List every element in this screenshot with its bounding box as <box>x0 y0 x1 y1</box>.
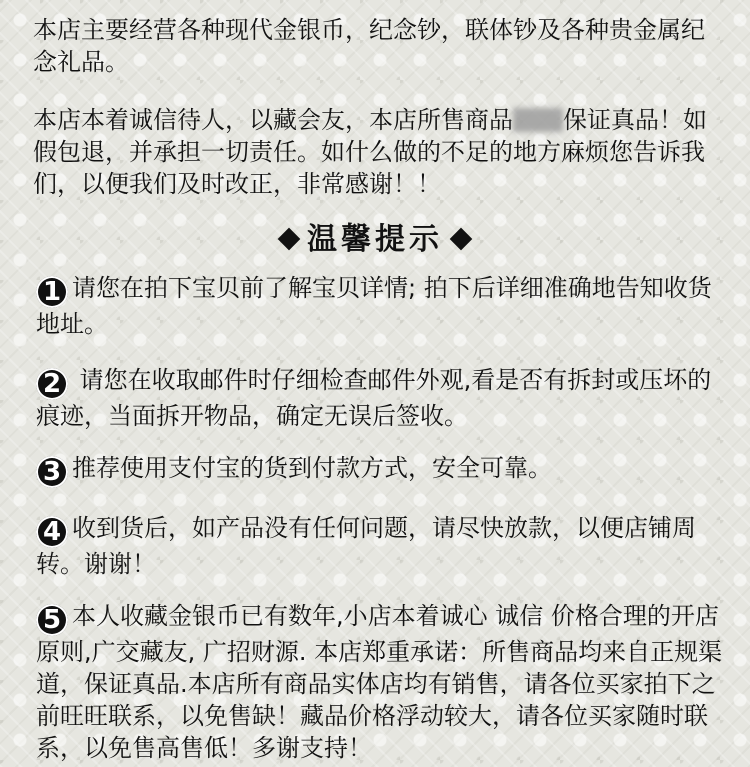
tip-item-2 <box>36 364 726 432</box>
promise-text-end: 保证真品！如假包退，并承担一切责任。如什么做的不足的地方麻烦您告诉我们，以便我们及时改正，非常感谢！！ <box>33 106 707 198</box>
number-3-icon: 3 <box>36 456 68 488</box>
number-4-icon: 4 <box>36 516 68 548</box>
tip-item-5 <box>36 600 726 764</box>
diamond-icon-left <box>278 228 301 251</box>
blurred-redaction <box>513 108 563 132</box>
tip-text-1: 请您在拍下宝贝前了解宝贝详情; 拍下后详细准确地告知收货地址。 <box>36 274 712 338</box>
number-5-icon: 5 <box>36 604 68 636</box>
tip-text-4: 收到货后，如产品没有任何问题，请尽快放款，以便店铺周转。谢谢！ <box>36 514 696 578</box>
tip-text-5: 本人收藏金银币已有数年,小店本着诚心 诚信 价格合理的开店原则,广交藏友, 广招财源. 本店郑重承诺：所售商品均来自正规渠道，保证真品.本店所有商品实体店均有销售，请各位买家拍下之前旺旺联系，以免售缺！藏品价格浮动较大，请各位买家随时联系，以免售高售低！多谢支持！ <box>36 602 723 762</box>
warm-tips-heading <box>0 214 750 258</box>
tip-item-4 <box>36 512 726 580</box>
number-2-icon: 2 <box>36 368 68 400</box>
tip-item-3 <box>36 452 726 488</box>
intro-paragraph-promise <box>33 104 723 200</box>
tip-text-3: 推荐使用支付宝的货到付款方式，安全可靠。 <box>72 454 552 482</box>
tip-text-2: 请您在收取邮件时仔细检查邮件外观,看是否有拆封或压坏的痕迹，当面拆开物品，确定无误后签收。 <box>36 366 712 430</box>
number-1-icon: 1 <box>36 276 68 308</box>
promise-text-start: 本店本着诚信待人，以藏会友，本店所售商品 <box>33 106 513 134</box>
diamond-icon-right <box>450 228 473 251</box>
warm-tips-title: 温馨提示 <box>307 222 443 257</box>
tip-item-1 <box>36 272 726 340</box>
intro-paragraph-business: 本店主要经营各种现代金银币，纪念钞，联体钞及各种贵金属纪念礼品。 <box>33 16 705 76</box>
